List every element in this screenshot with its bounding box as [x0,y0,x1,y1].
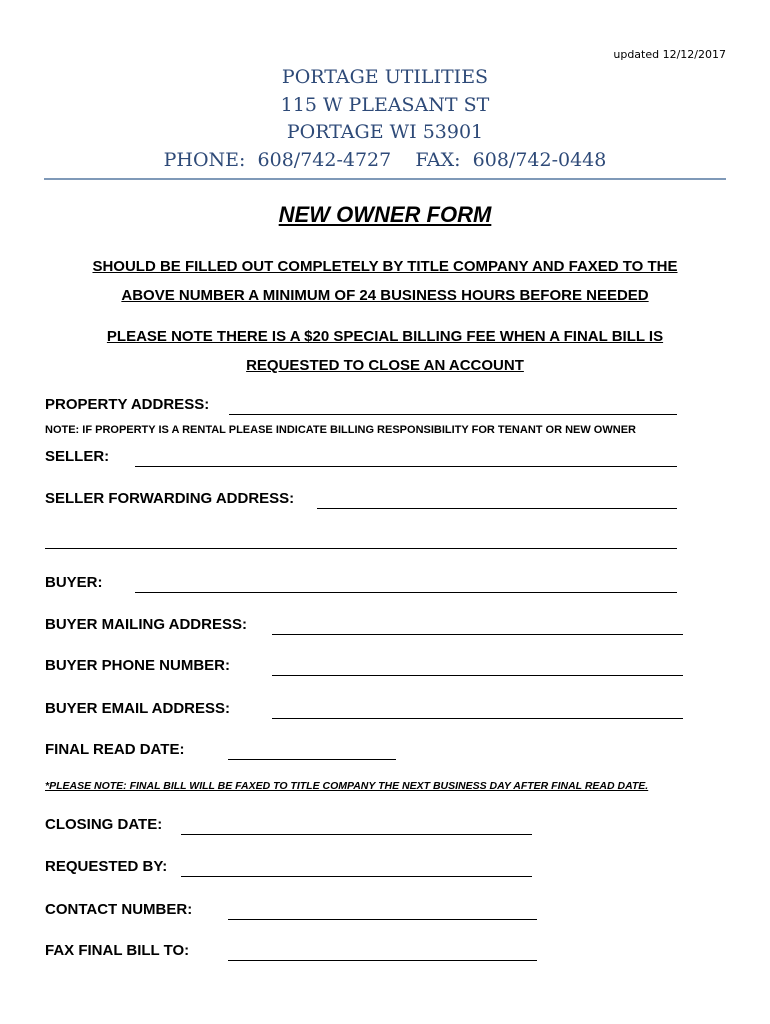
letterhead [44,64,726,174]
final-read-date-input[interactable] [228,759,396,760]
buyer-mailing-address-field [45,616,690,640]
property-address-label: PROPERTY ADDRESS: [45,396,210,413]
company-name: PORTAGE UTILITIES [281,66,489,88]
submission-instructions-line-1: SHOULD BE FILLED OUT COMPLETELY BY TITLE COMPANY AND FAXED TO THE [92,258,678,275]
seller-input[interactable] [135,466,677,467]
updated-date: updated 12/12/2017 [613,48,726,61]
requested-by-field [45,858,540,882]
billing-fee-notice-line-2: REQUESTED TO CLOSE AN ACCOUNT [246,357,524,374]
property-address-input[interactable] [229,414,677,415]
fax-final-bill-to-input[interactable] [228,960,537,961]
fax-final-bill-to-label: FAX FINAL BILL TO: [45,942,190,959]
submission-instructions [44,252,726,310]
buyer-mailing-address-input[interactable] [272,634,683,635]
contact-number-field [45,901,545,925]
seller-forwarding-address-label: SELLER FORWARDING ADDRESS: [45,490,295,507]
form-title: NEW OWNER FORM [278,202,492,227]
seller-forwarding-address-line-2-input[interactable] [45,548,677,549]
contact-number-label: CONTACT NUMBER: [45,901,193,918]
buyer-email-address-label: BUYER EMAIL ADDRESS: [45,700,231,717]
seller-forwarding-address-field [45,490,685,514]
billing-fee-notice-line-1: PLEASE NOTE THERE IS A $20 SPECIAL BILLING FEE WHEN A FINAL BILL IS [106,328,664,345]
rental-note: NOTE: IF PROPERTY IS A RENTAL PLEASE INDICATE BILLING RESPONSIBILITY FOR TENANT OR NEW OWNER [45,424,636,436]
fax-final-bill-to-field [45,942,545,966]
company-street: 115 W PLEASANT ST [280,93,490,116]
seller-label: SELLER: [45,448,110,465]
buyer-phone-number-input[interactable] [272,675,683,676]
company-contact: PHONE: 608/742-4727 FAX: 608/742-0448 [163,148,607,171]
billing-fee-notice [44,322,726,380]
buyer-phone-number-field [45,657,690,681]
final-bill-note: *PLEASE NOTE: FINAL BILL WILL BE FAXED TO TITLE COMPANY THE NEXT BUSINESS DAY AFTER FINAL READ DATE. [45,780,649,792]
final-read-date-label: FINAL READ DATE: [45,741,185,758]
requested-by-input[interactable] [181,876,532,877]
property-address-field [45,396,685,420]
buyer-field [45,574,685,598]
closing-date-input[interactable] [181,834,532,835]
final-read-date-field [45,741,405,765]
contact-number-input[interactable] [228,919,537,920]
company-city: PORTAGE WI 53901 [286,121,484,143]
buyer-phone-number-label: BUYER PHONE NUMBER: [45,657,231,674]
closing-date-label: CLOSING DATE: [45,816,163,833]
seller-field [45,448,685,472]
closing-date-field [45,816,540,840]
buyer-email-address-input[interactable] [272,718,683,719]
seller-forwarding-address-input[interactable] [317,508,677,509]
header-divider [44,178,726,180]
buyer-mailing-address-label: BUYER MAILING ADDRESS: [45,616,247,633]
buyer-label: BUYER: [45,574,103,591]
submission-instructions-line-2: ABOVE NUMBER A MINIMUM OF 24 BUSINESS HOURS BEFORE NEEDED [121,287,649,304]
requested-by-label: REQUESTED BY: [45,858,168,875]
buyer-email-address-field [45,700,690,724]
buyer-input[interactable] [135,592,677,593]
